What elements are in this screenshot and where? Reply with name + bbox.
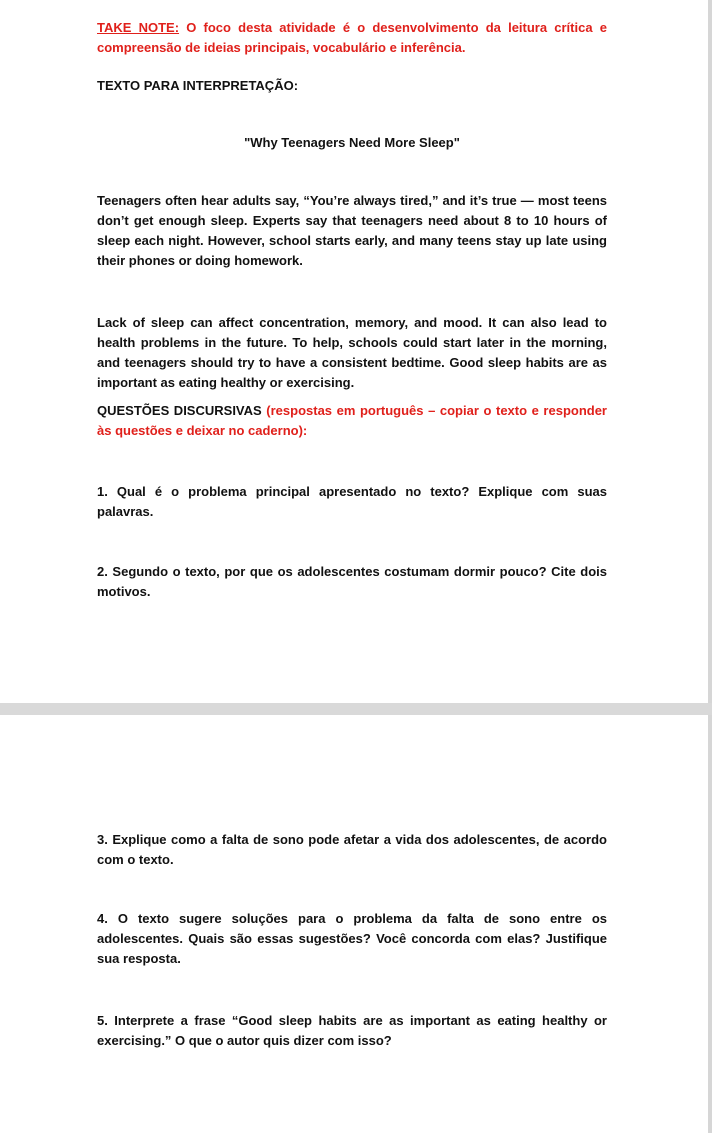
take-note-text: O foco desta atividade é o desenvolvimento da leitura crítica e compreensão de ideias principais, vocabulário e inferência. (97, 20, 607, 55)
questions-heading-label: QUESTÕES DISCURSIVAS (97, 403, 262, 418)
take-note-block (97, 18, 607, 58)
question-2: 2. Segundo o texto, por que os adolescentes costumam dormir pouco? Cite dois motivos. (97, 564, 607, 599)
questions-heading-instructions: (respostas em português – copiar o texto e responder às questões e deixar no caderno): (97, 403, 607, 438)
question-4: 4. O texto sugere soluções para o problema da falta de sono entre os adolescentes. Quais são essas sugestões? Você concorda com elas? Justifique sua resposta. (97, 911, 607, 966)
article-paragraph-1: Teenagers often hear adults say, “You’re always tired,” and it’s true — most teens don’t get enough sleep. Experts say that teenagers need about 8 to 10 hours of sleep each night. However, school starts early, and many teens stay up late using their phones or doing homework. (97, 193, 607, 268)
question-5: 5. Interprete a frase “Good sleep habits are as important as eating healthy or exercising.” O que o autor quis dizer com isso? (97, 1013, 607, 1048)
document-page-2 (0, 715, 712, 1133)
question-1: 1. Qual é o problema principal apresentado no texto? Explique com suas palavras. (97, 484, 607, 519)
take-note-label: TAKE NOTE: (97, 20, 180, 35)
article-title: "Why Teenagers Need More Sleep" (244, 135, 460, 150)
questions-heading (97, 401, 607, 441)
question-3: 3. Explique como a falta de sono pode afetar a vida dos adolescentes, de acordo com o texto. (97, 832, 607, 867)
article-paragraph-2: Lack of sleep can affect concentration, memory, and mood. It can also lead to health problems in the future. To help, schools could start later in the morning, and teenagers should try to have a consistent bedtime. Good sleep habits are as important as eating healthy or exercising. (97, 315, 607, 390)
section-heading: TEXTO PARA INTERPRETAÇÃO: (97, 78, 299, 93)
page-separator (0, 703, 712, 715)
